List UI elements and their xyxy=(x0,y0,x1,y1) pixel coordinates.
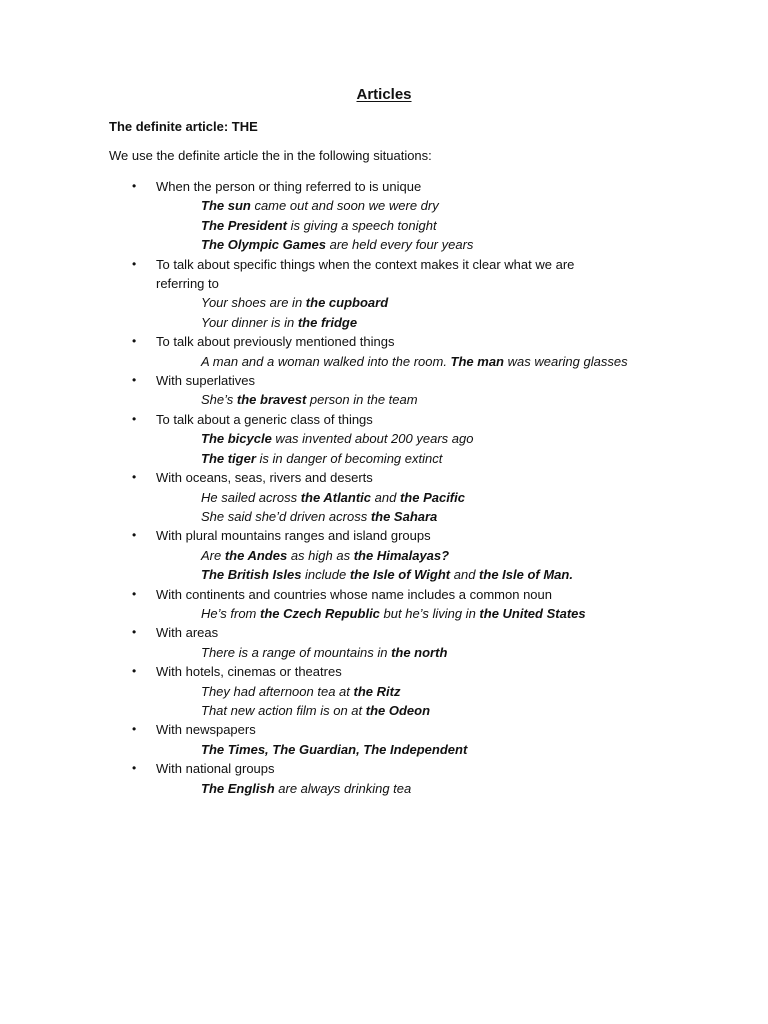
example-bold-segment: the Ritz xyxy=(353,683,401,699)
example-bold-segment: the Atlantic xyxy=(300,489,372,505)
bullet-icon: • xyxy=(132,470,137,485)
example-sentence xyxy=(201,604,631,623)
example-segment: She said she’d driven across xyxy=(201,508,371,524)
example-sentence xyxy=(201,293,631,312)
usage-list xyxy=(0,177,768,798)
example-bold-segment: the Himalayas? xyxy=(353,547,450,563)
example-segment: as high as xyxy=(287,547,354,563)
list-item-text: When the person or thing referred to is unique xyxy=(156,179,422,194)
list-item xyxy=(0,371,768,410)
list-item xyxy=(0,468,768,526)
list-item xyxy=(0,177,768,255)
list-item xyxy=(0,662,768,720)
example-segment: That new action film is on at xyxy=(201,702,366,718)
bullet-icon: • xyxy=(132,256,137,271)
example-segment: was invented about 200 years ago xyxy=(271,431,474,447)
example-sentence xyxy=(201,449,631,468)
bullet-icon: • xyxy=(132,586,137,601)
example-sentence xyxy=(201,488,631,507)
list-item xyxy=(0,332,768,371)
example-segment: There is a range of mountains in xyxy=(201,644,392,660)
list-item-text: To talk about previously mentioned things xyxy=(156,334,395,350)
example-segment: person in the team xyxy=(306,392,418,408)
list-item-text: With superlatives xyxy=(156,373,255,389)
example-sentence xyxy=(201,352,631,371)
list-item-text: With areas xyxy=(156,625,219,641)
example-segment: A man and a woman walked into the room. xyxy=(201,353,451,369)
list-item-text: With newspapers xyxy=(156,722,256,738)
list-item xyxy=(0,585,768,624)
example-segment: was wearing glasses xyxy=(504,353,628,369)
example-segment: He sailed across xyxy=(201,489,301,505)
list-item xyxy=(0,255,768,333)
example-segment: came out and soon we were dry xyxy=(250,198,439,214)
list-item-text: To talk about specific things when the context makes it clear what we are referring to xyxy=(156,256,575,292)
bullet-icon: • xyxy=(132,334,137,349)
example-bold-segment: The man xyxy=(450,353,505,369)
example-sentence xyxy=(201,507,631,526)
example-bold-segment: the Isle of Man. xyxy=(479,567,573,583)
example-bold-segment: The Times, The Guardian, The Independent xyxy=(201,741,468,757)
example-segment: Your dinner is in xyxy=(201,314,298,330)
example-bold-segment: The British Isles xyxy=(201,567,302,583)
example-sentence xyxy=(201,546,631,565)
section-heading: The definite article: THE xyxy=(109,119,258,134)
example-bold-segment: the north xyxy=(391,644,448,660)
bullet-icon: • xyxy=(132,411,137,426)
example-segment: They had afternoon tea at xyxy=(201,683,354,699)
list-item xyxy=(0,623,768,662)
example-segment: but he’s living in xyxy=(379,605,480,621)
example-bold-segment: the Czech Republic xyxy=(260,605,380,621)
example-segment: Your shoes are in xyxy=(201,295,306,311)
example-sentence xyxy=(201,682,631,701)
bullet-icon: • xyxy=(132,722,137,737)
example-sentence xyxy=(201,196,631,215)
list-item-text: With oceans, seas, rivers and deserts xyxy=(156,470,373,486)
list-item-text: With hotels, cinemas or theatres xyxy=(156,664,342,680)
bullet-icon: • xyxy=(132,373,137,388)
example-bold-segment: The sun xyxy=(201,198,251,214)
example-bold-segment: the Odeon xyxy=(365,702,431,718)
example-sentence xyxy=(201,235,631,254)
example-bold-segment: the Sahara xyxy=(370,508,438,524)
bullet-icon: • xyxy=(132,664,137,679)
example-segment: She’s xyxy=(201,392,237,408)
example-sentence xyxy=(201,779,631,798)
list-item xyxy=(0,410,768,468)
example-bold-segment: The President xyxy=(201,217,287,233)
example-segment: He’s from xyxy=(201,605,260,621)
example-sentence xyxy=(201,643,631,662)
example-sentence xyxy=(201,565,631,584)
example-segment: are always drinking tea xyxy=(274,780,412,796)
example-segment: and xyxy=(371,489,400,505)
example-bold-segment: the Pacific xyxy=(399,489,465,505)
example-segment: include xyxy=(301,567,350,583)
example-bold-segment: the cupboard xyxy=(305,295,389,311)
example-sentence xyxy=(201,313,631,332)
bullet-icon: • xyxy=(132,179,137,193)
example-bold-segment: The English xyxy=(201,780,275,796)
example-segment: and xyxy=(450,567,480,583)
list-item-text: To talk about a generic class of things xyxy=(156,411,373,427)
example-segment: Are xyxy=(201,547,225,563)
example-sentence xyxy=(201,740,631,759)
example-bold-segment: the Andes xyxy=(224,547,288,563)
example-bold-segment: the fridge xyxy=(297,314,358,330)
list-item xyxy=(0,526,768,584)
bullet-icon: • xyxy=(132,528,137,543)
list-item xyxy=(0,720,768,759)
example-segment: are held every four years xyxy=(326,237,474,253)
example-bold-segment: the Isle of Wight xyxy=(349,567,451,583)
list-item-text: With plural mountains ranges and island groups xyxy=(156,528,431,544)
bullet-icon: • xyxy=(132,625,137,640)
example-sentence xyxy=(201,701,631,720)
bullet-icon: • xyxy=(132,761,137,776)
example-sentence xyxy=(201,216,631,235)
list-item xyxy=(0,759,768,798)
intro-paragraph: We use the definite article the in the following situations: xyxy=(109,148,432,163)
example-sentence xyxy=(201,429,631,448)
example-bold-segment: the bravest xyxy=(236,392,307,408)
example-segment: is giving a speech tonight xyxy=(286,217,437,233)
example-bold-segment: The Olympic Games xyxy=(201,237,326,253)
example-bold-segment: the United States xyxy=(479,605,586,621)
example-bold-segment: The tiger xyxy=(201,450,256,466)
example-bold-segment: The bicycle xyxy=(201,431,272,447)
example-sentence xyxy=(201,390,631,409)
example-segment: is in danger of becoming extinct xyxy=(255,450,443,466)
list-item-text: With national groups xyxy=(156,761,275,777)
page-title: Articles xyxy=(356,86,412,103)
list-item-text: With continents and countries whose name includes a common noun xyxy=(156,586,552,602)
